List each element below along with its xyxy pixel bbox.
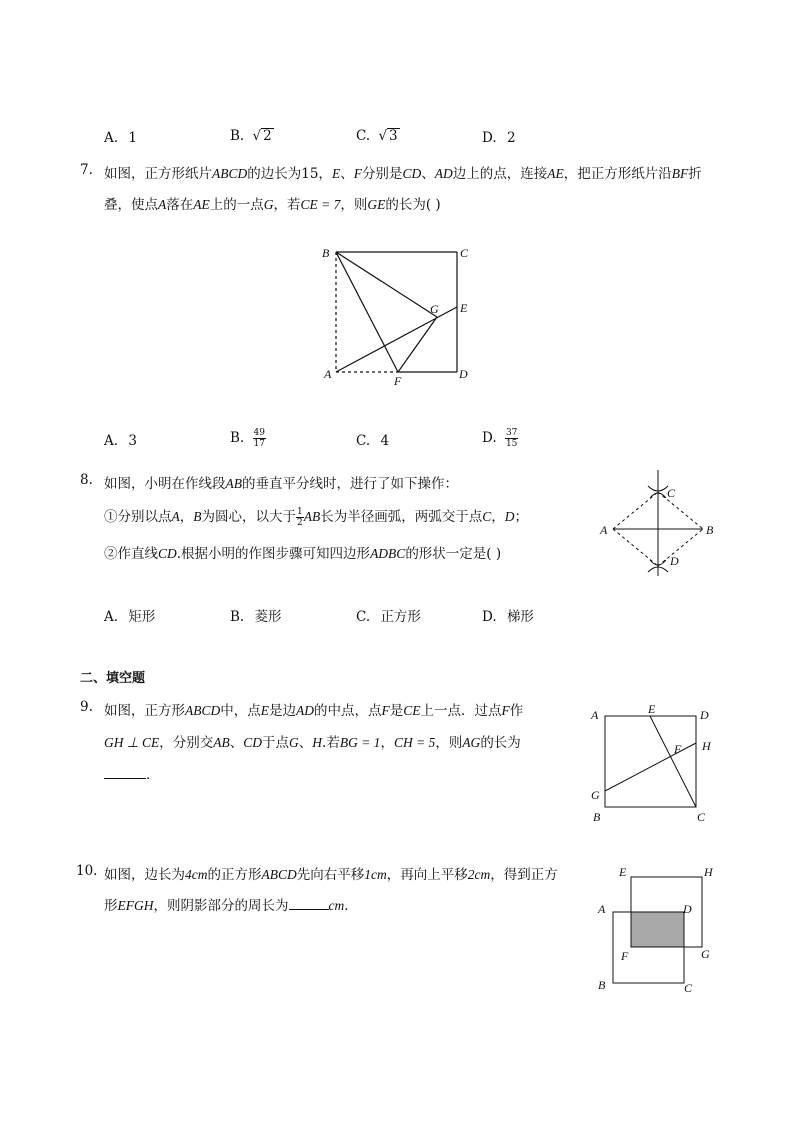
math: F: [501, 703, 510, 718]
segment-ce: [650, 716, 696, 807]
q7-number: 7.: [80, 162, 93, 178]
text: 折: [688, 166, 702, 182]
math: CD: [158, 546, 177, 561]
segment-ae: [336, 307, 457, 372]
answer-blank[interactable]: [104, 766, 146, 779]
q8-number: 8.: [80, 472, 93, 488]
segment-bf: [336, 252, 398, 372]
segment-gf: [398, 317, 437, 372]
label-b: B: [593, 810, 601, 824]
option-letter: B.: [230, 430, 245, 446]
math: AD: [296, 703, 314, 718]
label-d: D: [670, 554, 679, 568]
math: ABCD: [261, 867, 297, 882]
math: CE = 7: [300, 197, 341, 212]
q10-line2: [104, 894, 358, 914]
option-letter: D.: [482, 609, 497, 625]
q7-option-c: [356, 433, 389, 449]
text: 作: [509, 703, 524, 719]
option-letter: A.: [104, 433, 119, 449]
text: ．: [146, 767, 160, 783]
label-b: B: [322, 246, 330, 260]
label-a: A: [324, 367, 332, 381]
label-c: C: [460, 246, 469, 260]
text: ．: [344, 898, 358, 914]
numerator: 37: [505, 428, 518, 438]
math: ABCD: [185, 703, 221, 718]
text: 落在: [166, 197, 194, 213]
label-c: C: [667, 486, 676, 500]
q6-option-a: [104, 130, 137, 146]
math: A: [158, 197, 167, 212]
math: E: [260, 703, 269, 718]
label-g: G: [701, 947, 710, 961]
text: 的中点，点: [314, 703, 382, 719]
option-letter: C.: [356, 609, 371, 625]
text: ，则阴影部分的周长为: [153, 898, 289, 914]
segment-bg: [336, 252, 437, 317]
text: ，若: [273, 197, 301, 213]
text: 如图，边长为: [104, 867, 185, 883]
math: C: [482, 509, 492, 524]
label-e: E: [619, 865, 627, 879]
option-fraction: [505, 428, 518, 449]
label-h: H: [704, 865, 713, 879]
text: .若: [322, 735, 340, 751]
math: F: [381, 703, 390, 718]
math: BG = 1: [339, 735, 381, 750]
option-letter: B.: [230, 609, 245, 625]
math: EFGH: [117, 898, 154, 913]
denominator: 15: [505, 439, 518, 449]
option-text: 矩形: [128, 609, 156, 625]
sqrt-symbol: √: [378, 128, 388, 144]
label-g: G: [430, 302, 439, 316]
segment-ac: [613, 492, 658, 529]
option-letter: C.: [356, 128, 371, 144]
label-h: H: [702, 739, 711, 753]
q7-option-d: [482, 428, 518, 449]
text: 上一点．过点: [420, 703, 502, 719]
label-g: G: [591, 788, 600, 802]
math: 1cm: [364, 867, 387, 882]
math: CH = 5: [393, 735, 436, 750]
text: ，把正方形纸片沿: [563, 166, 672, 182]
text: 是边: [269, 703, 296, 719]
text: 、: [229, 735, 244, 751]
math: A: [171, 509, 180, 524]
q7-figure: [310, 240, 480, 395]
shaded-region: [631, 912, 684, 947]
label-c: C: [684, 981, 693, 994]
option-text: 1: [128, 130, 137, 146]
option-text: 菱形: [254, 609, 282, 625]
fraction-half: [296, 507, 304, 528]
math: GE: [367, 197, 386, 212]
text: 叠，使点: [104, 197, 158, 213]
text: 上的一点: [209, 197, 264, 213]
text: 的正方形: [207, 867, 262, 883]
q8-line3: [104, 542, 501, 562]
math: 2cm: [467, 867, 491, 882]
denominator: 17: [253, 439, 265, 449]
math: CE: [403, 703, 421, 718]
text: ；: [514, 509, 528, 525]
math: CD: [243, 735, 263, 750]
math: cm: [328, 898, 345, 913]
q6-option-b: [230, 128, 274, 144]
segment-cb: [658, 492, 703, 529]
label-f: F: [394, 374, 402, 388]
q7-line2: [104, 193, 441, 213]
text: ，再向上平移: [386, 867, 468, 883]
label-a: A: [591, 708, 599, 722]
text: 、: [421, 166, 435, 182]
text: ，则: [340, 197, 368, 213]
text: 如图，正方形纸片: [104, 166, 212, 182]
q9-line1: [104, 699, 523, 719]
q7-option-a: [104, 433, 137, 449]
text: 的形状一定是( ): [405, 546, 502, 562]
option-letter: A.: [104, 130, 119, 146]
math: F: [353, 166, 362, 181]
math: AB: [303, 509, 321, 524]
q8-option-b: [230, 605, 282, 625]
text: 的长为: [480, 735, 521, 751]
text: 先向右平移: [296, 867, 365, 883]
math: AG: [462, 735, 481, 750]
text: 、: [340, 166, 354, 182]
option-letter: B.: [230, 128, 245, 144]
option-text: 梯形: [506, 609, 534, 625]
option-radicand: 2: [263, 128, 272, 144]
option-letter: A.: [104, 609, 119, 625]
text: 如图，小明在作线段: [104, 476, 226, 492]
numerator: 49: [253, 428, 265, 438]
sqrt-symbol: √: [252, 128, 262, 144]
label-c: C: [697, 810, 706, 824]
option-text: 2: [506, 130, 516, 146]
math: AB: [213, 735, 230, 750]
label-d: D: [459, 367, 468, 381]
label-b: B: [598, 978, 606, 992]
label-d: D: [683, 902, 692, 916]
text: 的边长为15，: [247, 166, 332, 182]
math: BF: [671, 166, 689, 181]
label-d: D: [700, 708, 709, 722]
text: ，则: [435, 735, 463, 751]
q8-line2: [104, 505, 528, 528]
option-text: 4: [380, 433, 390, 449]
math: AB: [225, 476, 242, 491]
option-text: 正方形: [380, 609, 421, 625]
text: 是: [389, 703, 404, 719]
math: 4cm: [185, 867, 208, 882]
q9-number: 9.: [80, 699, 93, 715]
q7-line1: [104, 162, 702, 182]
label-f: F: [621, 949, 629, 963]
square-abcd: [605, 716, 696, 807]
text: 中，点: [220, 703, 261, 719]
q10-line1: [104, 863, 558, 883]
label-b: B: [706, 523, 714, 537]
option-fraction: [253, 428, 266, 449]
label-e: E: [648, 702, 656, 716]
q7-option-b: [230, 428, 266, 449]
math: AE: [547, 166, 564, 181]
math: E: [331, 166, 341, 181]
text: 的长为( ): [385, 197, 441, 213]
math: AD: [434, 166, 453, 181]
text: ，得到正方: [490, 867, 558, 883]
option-letter: D.: [482, 430, 497, 446]
math: G: [263, 197, 274, 212]
q6-option-c: [356, 128, 400, 144]
text: 为圆心，以大于: [201, 509, 296, 525]
text: ，: [491, 509, 505, 525]
text: 边上的点，连接: [452, 166, 548, 182]
label-a: A: [600, 523, 608, 537]
text: ，: [380, 735, 394, 751]
label-a: A: [598, 902, 606, 916]
math: D: [504, 509, 515, 524]
q8-figure: [596, 466, 720, 580]
text: .根据小明的作图步骤可知四边形: [176, 546, 371, 562]
text: ①分别以点: [104, 509, 172, 525]
denominator: 2: [297, 518, 303, 528]
q9-line2: [104, 731, 521, 751]
q8-option-a: [104, 605, 155, 625]
text: 形: [104, 898, 118, 914]
text: 、: [298, 735, 313, 751]
math: GH ⊥ CE: [104, 735, 160, 750]
text: ，分别交: [159, 735, 214, 751]
segment-gh: [605, 743, 696, 791]
section-title: 二、填空题: [80, 671, 146, 686]
option-letter: D.: [482, 130, 497, 146]
text: 分别是: [361, 166, 403, 182]
q9-line3: [104, 763, 160, 783]
math: H: [312, 735, 323, 750]
text: ②作直线: [104, 546, 158, 562]
option-radicand: 3: [389, 128, 398, 144]
q8-option-c: [356, 605, 421, 625]
q10-figure: [592, 862, 722, 994]
segment-db: [658, 529, 703, 566]
math: AE: [193, 197, 210, 212]
math: G: [289, 735, 299, 750]
q8-option-d: [482, 605, 534, 625]
math: B: [193, 509, 202, 524]
math: ADBC: [370, 546, 406, 561]
q9-figure: [586, 700, 716, 826]
math: CD: [402, 166, 422, 181]
segment-ad: [613, 529, 658, 566]
text: 的垂直平分线时，进行了如下操作：: [242, 476, 458, 492]
text: ，: [179, 509, 194, 525]
q6-option-d: [482, 130, 516, 146]
label-e: E: [460, 301, 468, 315]
text: 长为半径画弧，两弧交于点: [320, 509, 483, 525]
text: 于点: [262, 735, 290, 751]
q10-number: 10.: [76, 863, 98, 879]
q8-line1: [104, 472, 458, 492]
option-text: 3: [128, 433, 137, 449]
numerator: 1: [297, 507, 303, 517]
label-f: F: [674, 742, 682, 756]
option-letter: C.: [356, 433, 371, 449]
answer-blank[interactable]: [289, 897, 329, 910]
math: ABCD: [212, 166, 248, 181]
text: 如图，正方形: [104, 703, 185, 719]
